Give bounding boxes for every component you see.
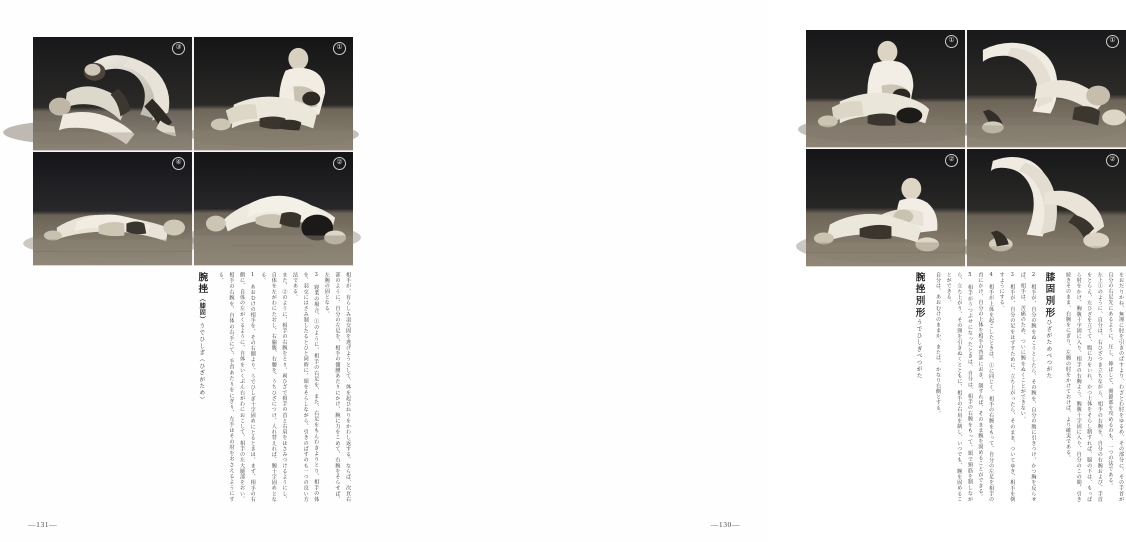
- photo-marker: ①: [333, 42, 346, 55]
- photo-right-2: [806, 149, 965, 266]
- body-paragraph: また、②のように、相手の右腕をとり、両ひざで相手の首と右肩をはさみつけるようにし、自体を左がわにたおし、右脇腹、右腰を、うちひざにつけ、人れ替えれば、腕十字固めとなる。: [260, 272, 288, 502]
- heading-kana: ひざがためべつがた: [1045, 319, 1052, 380]
- photo-marker: ②: [945, 154, 958, 167]
- folio-left: —131—: [28, 520, 58, 529]
- body-paragraph: 自分は、あおむけのままか、または、かなり右側とする。: [935, 272, 942, 417]
- photo-marker: ③: [172, 42, 185, 55]
- right-page-heading-center: [1040, 272, 1056, 502]
- body-paragraph: 4 相手が上体を起こしたときは、①に同じく、相手の右腕をもって、自分の左足を相手の首にかけ、自分の上体を相手の背部におき、制すれば、そのまま腕を固めることができる。: [977, 272, 995, 502]
- photo-left-3: [33, 37, 192, 150]
- body-paragraph: をおだりかね、無理に肘を引きのばすより、わざとわ肘をゆるめ、その部分に、その手首が自分の右足先にあるように、圧し、伸ばして、関節部を攻めるのも、一つの法である。: [1107, 272, 1124, 502]
- body-paragraph: 2 相手が、自分の腕をぬこうとしたら、その腕を、自分の腹に引きつけ、かつ胸を反らせば、相手は、苦痛のため、ついに腕をぬくことができない。: [1019, 272, 1037, 502]
- photo-left-1: [194, 37, 353, 150]
- photo-right-1-alt-image: [967, 30, 1126, 147]
- heading-kanji: 腕挫別形: [913, 272, 925, 320]
- right-page-photo-grid: [806, 30, 1126, 266]
- left-page-text-block: [33, 272, 353, 502]
- photo-left-4: [33, 152, 192, 265]
- body-paragraph: 5 相手がうつぶせになったときは、自分は、相手の右腕をもって、頸で頸筋を制しながら、立ち上がり、その頸を引きぬくとともに、相手の右肩を制し、いつでも、腕を固めることができる。: [945, 272, 973, 502]
- photo-left-4-image: [33, 152, 192, 265]
- photo-marker: ①: [1106, 35, 1119, 48]
- folio-right: —130—: [710, 520, 740, 529]
- photo-right-1: [806, 30, 965, 147]
- left-page-photo-grid: [33, 37, 353, 265]
- photo-marker: ①: [945, 35, 958, 48]
- left-page: [0, 0, 384, 542]
- photo-right-1-image: [806, 30, 965, 147]
- body-paragraph: 左上①のように、自分は、右ひざつき立ちながら、相手の右腕を、自分の右腕および、手首をとらえ、左ひざを立てて、腹に力をいれ、かつ上体をそらし制すれば、脇の下は、もっぱら肘をかけ、胸腹十字固に入り、相手の右腕よう、腕腹十字固に入り、自分のこの間、引き続きそのまま、右腕をにぎり、左腕の肘をかけておけば、より確実である。: [1065, 272, 1103, 502]
- photo-right-2-alt-image: [967, 149, 1126, 266]
- body-paragraph: 1 あおむけの相手を、その右側より、うでひしぎ十字固めにとるときは、まず、相手の右側に、自体の左がくるように、自体をいくぶん右がわにおこして、相手の左大腿部をおい、相手の右腕を、自体の右手にて、手首あたりをにぎり、左手はその肘をおさえるようにする。: [217, 272, 256, 502]
- photo-right-2-image: [806, 149, 965, 266]
- body-paragraph: 3 相手が、自分の足をはずすために、立ち上がったら、そのまま、ついてゆき、相手を倒すようにする。: [998, 272, 1016, 502]
- left-page-heading: [193, 272, 209, 502]
- photo-left-3-image: [33, 37, 192, 150]
- heading-kanji: 腕挫: [196, 272, 208, 296]
- heading-kanji: 膝固別形: [1043, 272, 1055, 320]
- photo-marker: ②: [1106, 154, 1119, 167]
- photo-right-1-alt: [967, 30, 1126, 147]
- right-page-heading-right: [911, 272, 927, 502]
- right-page: [384, 0, 1124, 542]
- photo-left-2: [194, 152, 353, 265]
- heading-kana: うでひしぎべつがた: [915, 319, 922, 380]
- body-paragraph: 3 寝業の場合、①のように、相手の右足を、また、右足をもんわきよりとり、相手の体を、羽交にはさみ制したるとひと同時に、頸をそらしながら、引きのばすのも一つの良い方法である。: [292, 272, 320, 502]
- photo-left-2-image: [194, 152, 353, 265]
- photo-marker: ②: [333, 157, 346, 170]
- photo-left-1-image: [194, 37, 353, 150]
- heading-paren: （膝固）: [198, 295, 206, 323]
- right-page-text-block: [784, 272, 1126, 502]
- heading-kana: うでひしぎ（ひざがため）: [198, 322, 205, 404]
- photo-marker: ④: [172, 157, 185, 170]
- body-paragraph: 相手が、有らしみ羽交固を逃げようとして、体を起ひねりをかわし返する、ならば、次頁右部のように、自分の左足を、相手の側腰あたりにかけ、腕に力をこめて、右腕をそらせば、左腕の固となる。: [323, 272, 351, 502]
- photo-right-2-alt: [967, 149, 1126, 266]
